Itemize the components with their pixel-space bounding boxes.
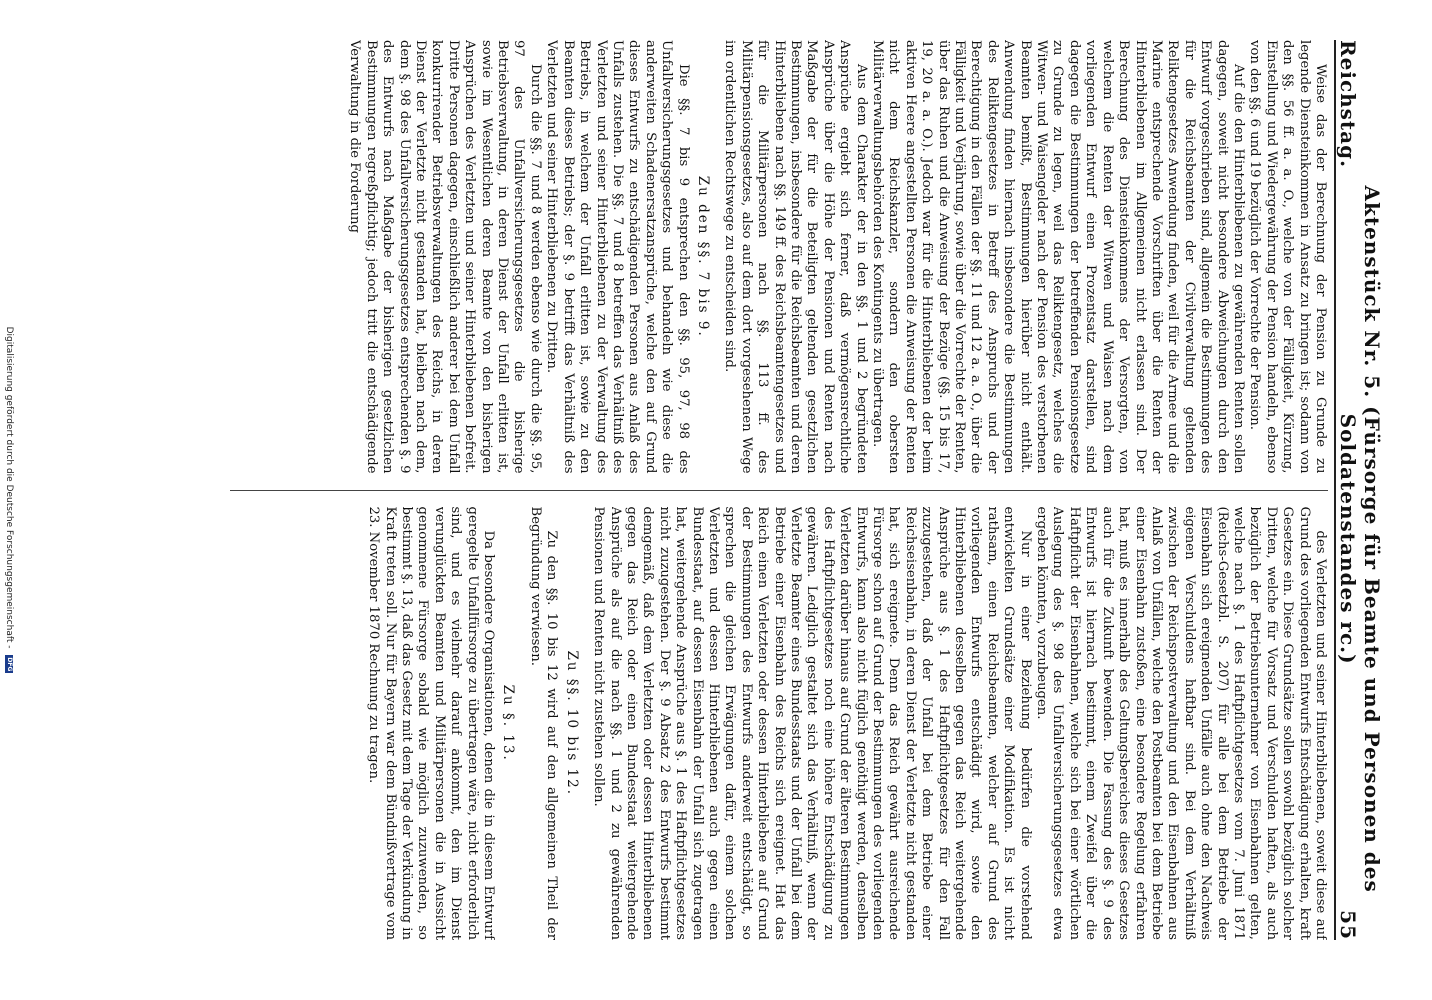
right-section-heading: Zu §. 13.	[500, 684, 517, 762]
header-title: Aktenstück Nr. 5. (Fürsorge für Beamte und Personen des Soldatenstandes rc.)	[1336, 185, 1384, 893]
left-paragraph: Durch die §§. 7 und 8 werden ebenso wie durch die §§. 95, 97 des Unfallversicherungsgesetzes die bisherige Betriebsverwaltung, in deren Dienst der Unfall erlitten ist, sowie im Wesentlichen deren Beamte von den bisherigen Ansprüchen des Verletzten und seiner Hinterbliebenen befreit. Dritte Personen dagegen, einschließlich anderer bei dem Unfall konkurrirender Betriebsverwaltungen des Reichs, in deren Dienst der Verletzte nicht gestanden hat, bleiben nach dem, dem §. 98 des Unfallversicherungsgesetzes entsprechenden §. 9 des Entwurfs nach Maßgabe der bisherigen gesetzlichen Bestimmungen regreßpflichtig; jedoch tritt die entschädigende Verwaltung in die Forderung	[347, 40, 543, 474]
right-paragraph: Nur in einer Beziehung bedürfen die vorstehend entwickelten Grundsätze einer Modifikation. Es ist nicht rathsam, einen Reichsbeamten, welcher auf Grund des vorliegenden Entwurfs entschädigt wird, sowie den Hinterbliebenen desselben gegen das Reich weitergehende Ansprüche aus §. 1 des Haftpflichtgesetzes für den Fall zuzugestehen, daß der Unfall bei dem Betriebe einer Reichseisenbahn, in deren Dienst der Verletzte nicht gestanden hat, sich ereignete. Denn das Reich gewährt ausreichende Fürsorge schon auf Grund der Bestimmungen des vorliegenden Entwurfs, kann also nicht füglich genöthigt werden, denselben Verletzten darüber hinaus auf Grund der älteren Bestimmungen des Haftpflichtgesetzes noch eine höhere Entschädigung zu gewähren. Lediglich gestaltet sich das Verhältniß, wenn der Verletzte Beamter eines Bundesstaats und der Unfall bei dem Betriebe einer Eisenbahn des Reichs sich ereignet. Hat das Reich einen Verletzten oder dessen Hinterbliebene auf Grund der Bestimmungen des Entwurfs anderweit entschädigt, so sprechen die gleichen Erwägungen dafür, einem solchen Verletzten und dessen Hinterbliebenen auch gegen einen Bundesstaat, auf dessen Eisenbahn der Unfall sich zugetragen hat, weitergehende Ansprüche aus §. 1 des Haftpflichtgesetzes nicht zuzugestehen. Der §. 9 Absatz 2 des Entwurfs bestimmt demgemäß, daß dem Verletzten oder dessen Hinterbliebenen gegen das Reich oder einen Bundesstaat weitergehende Ansprüche als auf die nach §§. 1 und 2 zu gewährenden Pensionen und Renten nicht zustehen sollen.	[591, 506, 1033, 940]
left-paragraph: Weise das der Berechnung der Pension zu Grunde zu legende Diensteinkommen in Ansatz zu bringen ist; sodann von den §§. 56 ff. a. a. O., welche von der Fälligkeit, Kürzung, Einstellung und Wiedergewährung der Pension handeln, ebenso von den §§. 6 und 19 bezüglich der Vorrechte der Pension.	[1247, 40, 1328, 474]
left-column	[230, 40, 1328, 474]
page-header	[1334, 40, 1384, 940]
right-column	[230, 507, 1328, 941]
right-paragraph: des Verletzten und seiner Hinterbliebenen, soweit diese auf Grund des vorliegenden Entwurfs Entschädigung erhalten, kraft Gesetzes ein. Diese Grundsätze sollen sowohl bezüglich solcher Dritten, welche für Vorsatz und Verschulden haften, als auch bezüglich der Betriebsunternehmer von Eisenbahnen gelten, welche nach §. 1 des Haftpflichtgesetzes vom 7. Juni 1871 (Reichs-Gesetzbl. S. 207) für alle bei dem Betriebe der Eisenbahn sich ereignenden Unfälle auch ohne den Nachweis eigenen Verschuldens haftbar sind. Bei dem Verhältniß zwischen der Reichspostverwaltung und den Eisenbahnen aus Anlaß von Unfällen, welche den Postbeamten bei dem Betriebe einer Eisenbahn zustoßen, eine besondere Regelung erfahren hat, muß es innerhalb des Geltungsbereiches dieses Gesetzes auch für die Zukunft bewenden. Die Fassung des §. 9 des Entwurfs ist hiernach bestimmt, einem Zweifel über die Haftpflicht der Eisenbahnen, welche sich bei einer wörtlichen Auslegung des §. 98 des Unfallversicherungsgesetzes etwa ergeben könnten, vorzubeugen.	[1034, 506, 1328, 940]
left-paragraph: Auf die den Hinterbliebenen zu gewährenden Renten sollen dagegen, soweit nicht besondere Abweichungen durch den Entwurf vorgeschrieben sind, allgemein die Bestimmungen des für die Reichsbeamten der Civilverwaltung geltenden Reliktengesetzes Anwendung finden, weil für die Armee und die Marine entsprechende Vorschriften über die Renten der Hinterbliebenen im Allgemeinen nicht erlassen sind. Der Berechnung des Diensteinkommens der Versorgten, von welchem die Renten der Witwen und Waisen nach dem vorliegenden Entwurf einen Prozentsatz darstellen, sind dagegen die Bestimmungen der betreffenden Pensionsgesetze zu Grunde zu legen, weil das Reliktengesetz, welches die Witwen- und Waisengelder nach der Pension des verstorbenen Beamten bemißt, Bestimmungen hierüber nicht enthält. Anwendung finden hiernach insbesondere die Bestimmungen des Reliktengesetzes in Betreff des Anspruchs und der Berechtigung in den Fällen der §§. 11 und 12 a. a. O., über die Fälligkeit und Verjährung, sowie über die Vorrechte der Renten, über das Ruhen und die Anweisung der Bezüge (§§. 15 bis 17, 19, 20 a. a. O.). Jedoch war für die Hinterbliebenen der beim aktiven Heere angestellten Personen die Anweisung der Renten nicht dem Reichskanzler, sondern den obersten Militärverwaltungsbehörden des Kontingents zu übertragen.	[870, 40, 1246, 474]
header-left: Reichstag.	[1336, 40, 1360, 169]
right-section-heading: Zu §§. 10 bis 12.	[563, 650, 580, 797]
right-paragraph: Da besondere Organisationen, denen die in diesem Entwurf geregelte Unfallfürsorge zu übertragen wäre, nicht erforderlich sind, und es vielmehr darauf ankommt, den im Dienst verunglückten Beamten und Militärpersonen die in Aussicht genommene Fürsorge sobald wie möglich zuzuwenden, so bestimmt §. 13, daß das Gesetz mit dem Tage der Verkündung in Kraft treten soll. Nur für Bayern war dem Bündnißvertrage vom 23. November 1870 Rechnung zu tragen.	[366, 506, 497, 940]
text-columns	[230, 40, 1328, 940]
dfg-logo: DFG	[6, 657, 14, 672]
left-section-heading: Zu den §§. 7 bis 9.	[694, 175, 711, 338]
footer-text: Digitalisierung gefördert durch die Deutsche Forschungsgemeinschaft -	[4, 326, 14, 649]
right-paragraph: Zu den §§. 10 bis 12 wird auf den allgemeinen Theil der Begründung verwiesen.	[527, 506, 560, 940]
page-number: 55	[1336, 910, 1360, 940]
digitization-note	[2, 0, 14, 1000]
left-paragraph: Die §§. 7 bis 9 entsprechen den §§. 95, 97, 98 des Unfallversicherungsgesetzes und behandeln wie diese die anderweiten Schadenersatzansprüche, welche den auf Grund dieses Entwurfs zu entschädigenden Personen aus Anlaß des Unfalls zustehen. Die §§. 7 und 8 betreffen das Verhältniß des Verletzten und seiner Hinterbliebenen zu der Verwaltung des Betriebs, in welchem der Unfall erlitten ist, sowie zu den Beamten dieses Betriebs; der §. 9 betrifft das Verhältniß des Verletzten und seiner Hinterbliebenen zu Dritten.	[544, 40, 691, 474]
column-divider	[230, 490, 1328, 491]
left-paragraph: Aus dem Charakter der in den §§. 1 und 2 begründeten Ansprüche ergiebt sich ferner, daß vermögensrechtliche Ansprüche über die Höhe der Pensionen und Renten nach Maßgabe der für die Beteiligten geltenden gesetzlichen Bestimmungen, insbesondere für die Reichsbeamten und deren Hinterbliebene nach §§. 149 ff. des Reichsbeamtengesetzes und für die Militärpersonen nach §§. 113 ff. des Militärpensionsgesetzes, also auf dem dort vorgesehenen Wege im ordentlichen Rechtswege zu entscheiden sind.	[722, 40, 869, 474]
